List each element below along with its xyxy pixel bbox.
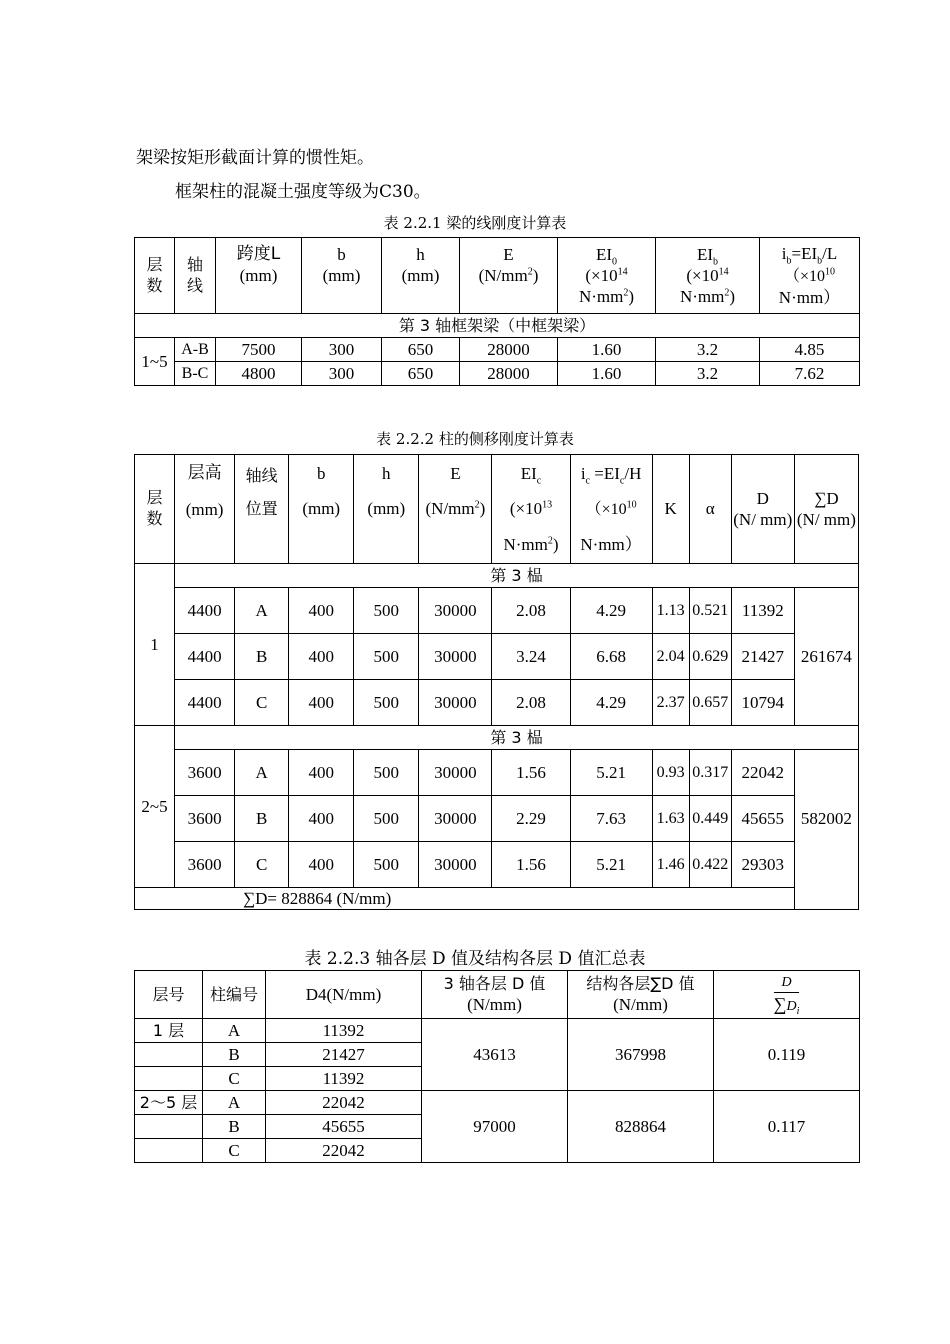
header-eic-sub: c bbox=[536, 474, 542, 486]
header-h bbox=[354, 455, 419, 564]
table-cell: A bbox=[203, 1019, 266, 1043]
table-cell: B bbox=[203, 1043, 266, 1067]
table-cell: 2.04 bbox=[652, 634, 689, 680]
table-cell: 1.46 bbox=[652, 842, 689, 888]
table1-floor-group: 1~5 bbox=[135, 338, 175, 386]
table-cell: 400 bbox=[289, 634, 354, 680]
table-cell: 400 bbox=[289, 680, 354, 726]
header-ei0-exp: 14 bbox=[617, 266, 628, 278]
header-ei0-sub: 0 bbox=[612, 256, 618, 268]
header-h-label: h bbox=[416, 244, 425, 264]
header-ib bbox=[760, 238, 860, 314]
table-cell: 500 bbox=[354, 634, 419, 680]
header-struct-d bbox=[568, 971, 714, 1019]
header-ib-eq: =EI bbox=[791, 244, 818, 264]
table-cell: 1.60 bbox=[558, 338, 656, 362]
table2-total: ∑D= 828864 (N/mm) bbox=[135, 888, 859, 910]
struct-d-value: 828864 bbox=[568, 1091, 714, 1163]
header-axis3-unit: (N/mm) bbox=[467, 994, 522, 1014]
header-ib-unit1: （×10 bbox=[783, 267, 826, 285]
table-cell: 400 bbox=[289, 796, 354, 842]
table-cell: C bbox=[235, 680, 289, 726]
table-cell: 4400 bbox=[175, 634, 235, 680]
table-cell: A bbox=[235, 588, 289, 634]
table-cell: 0.521 bbox=[689, 588, 731, 634]
table-cell: 400 bbox=[289, 750, 354, 796]
header-sumd bbox=[794, 455, 858, 564]
header-ib-exp: 10 bbox=[825, 265, 836, 277]
table-cell: 1.60 bbox=[558, 362, 656, 386]
table-cell: 6.68 bbox=[570, 634, 652, 680]
table-cell: 400 bbox=[289, 588, 354, 634]
table-cell: 22042 bbox=[731, 750, 794, 796]
table-cell: 21427 bbox=[731, 634, 794, 680]
group-floor: 1 bbox=[135, 564, 175, 726]
header-height-label: 层高 bbox=[187, 463, 222, 483]
header-eib-sub: b bbox=[713, 256, 719, 268]
beam-stiffness-table bbox=[134, 237, 860, 386]
header-axis bbox=[235, 455, 289, 564]
table-cell: 500 bbox=[354, 750, 419, 796]
table-cell: 1.56 bbox=[492, 842, 570, 888]
header-ib-unit2: N·mm） bbox=[778, 287, 841, 307]
table-cell: 3.2 bbox=[656, 362, 760, 386]
d-value-summary-table bbox=[134, 970, 860, 1163]
axis3-d-value: 43613 bbox=[422, 1019, 568, 1091]
header-column-no: 柱编号 bbox=[203, 971, 266, 1019]
table-cell: 29303 bbox=[731, 842, 794, 888]
header-e-label: E bbox=[503, 244, 514, 264]
table-cell: 3600 bbox=[175, 750, 235, 796]
table-cell: 0.657 bbox=[689, 680, 731, 726]
table-cell: B bbox=[235, 634, 289, 680]
header-h-label: h bbox=[382, 463, 391, 483]
table-cell: 5.21 bbox=[570, 842, 652, 888]
group-sum: 582002 bbox=[794, 750, 858, 910]
table-cell: A bbox=[235, 750, 289, 796]
header-ic-eq: =EI bbox=[590, 463, 620, 483]
table-cell: 2.37 bbox=[652, 680, 689, 726]
header-floor: 层数 bbox=[135, 238, 175, 314]
ratio-value: 0.119 bbox=[714, 1019, 860, 1091]
table-cell: 30000 bbox=[419, 796, 492, 842]
table-cell: 28000 bbox=[460, 338, 558, 362]
header-struct-unit: (N/mm) bbox=[613, 994, 668, 1014]
header-ei0-sq: 2 bbox=[623, 287, 629, 299]
table-cell: 2.08 bbox=[492, 588, 570, 634]
header-h-unit: (mm) bbox=[367, 499, 406, 519]
table2-caption: 表 2.2.2 柱的侧移刚度计算表 bbox=[376, 430, 574, 448]
group-section: 第 3 榀 bbox=[175, 564, 859, 588]
header-alpha: α bbox=[689, 455, 731, 564]
table-cell: 500 bbox=[354, 842, 419, 888]
header-ic-sub: c bbox=[585, 474, 590, 486]
table-cell: 400 bbox=[289, 842, 354, 888]
ratio-value: 0.117 bbox=[714, 1091, 860, 1163]
header-b-unit: (mm) bbox=[322, 265, 361, 285]
table-cell: A-B bbox=[175, 338, 216, 362]
header-ib-sub: b bbox=[786, 255, 792, 267]
header-eic-close: ) bbox=[552, 534, 559, 554]
table-cell: 45655 bbox=[731, 796, 794, 842]
header-eic-sq: 2 bbox=[547, 535, 553, 547]
table-cell: 7500 bbox=[216, 338, 302, 362]
table-cell: 22042 bbox=[266, 1139, 422, 1163]
struct-d-value: 367998 bbox=[568, 1019, 714, 1091]
header-eic-unit1: (×10 bbox=[509, 499, 543, 519]
floor-label: 2～5 层 bbox=[135, 1091, 203, 1115]
table-cell: 1.63 bbox=[652, 796, 689, 842]
header-ib-label: i bbox=[781, 244, 787, 264]
header-b-unit: (mm) bbox=[302, 499, 341, 519]
table-cell: 5.21 bbox=[570, 750, 652, 796]
table-cell: 0.629 bbox=[689, 634, 731, 680]
table-cell: 28000 bbox=[460, 362, 558, 386]
header-eic-unit2: N·mm bbox=[503, 534, 548, 554]
header-eib-close: ) bbox=[729, 287, 736, 307]
table-cell: 0.449 bbox=[689, 796, 731, 842]
sigma-icon: ∑ bbox=[773, 993, 787, 1014]
table-cell: B bbox=[235, 796, 289, 842]
header-ic-sub2: c bbox=[619, 474, 625, 486]
header-e-close: ) bbox=[479, 499, 486, 519]
table-cell: 2.08 bbox=[492, 680, 570, 726]
paragraph-2: 框架柱的混凝土强度等级为C30。 bbox=[175, 182, 431, 202]
header-eib-label: EI bbox=[696, 244, 714, 264]
header-height-unit: (mm) bbox=[185, 499, 224, 519]
ratio-den-d: D bbox=[786, 998, 797, 1014]
axis3-d-value: 97000 bbox=[422, 1091, 568, 1163]
header-k: K bbox=[652, 455, 689, 564]
header-sumd-label: ∑D bbox=[814, 488, 839, 508]
header-d-unit: (N/ mm) bbox=[733, 510, 793, 530]
header-ib-l: /L bbox=[822, 244, 838, 264]
table-cell: 3.2 bbox=[656, 338, 760, 362]
floor-label: 1 层 bbox=[135, 1019, 203, 1043]
table-cell: 2.29 bbox=[492, 796, 570, 842]
header-d4: D4(N/mm) bbox=[266, 971, 422, 1019]
ratio-denominator bbox=[774, 993, 800, 1016]
header-eib-unit2: N·mm bbox=[679, 287, 725, 307]
header-struct-label: 结构各层∑D 值 bbox=[586, 974, 695, 994]
header-d-label: D bbox=[756, 488, 769, 508]
table-cell: 4800 bbox=[216, 362, 302, 386]
header-eib-sq: 2 bbox=[724, 287, 730, 299]
header-axis: 轴线 bbox=[175, 238, 216, 314]
table-cell: 0.93 bbox=[652, 750, 689, 796]
header-sumd-unit: (N/ mm) bbox=[796, 510, 856, 530]
table-cell: 3.24 bbox=[492, 634, 570, 680]
table-cell: A bbox=[203, 1091, 266, 1115]
empty-cell bbox=[135, 1043, 203, 1067]
table-cell: 7.62 bbox=[760, 362, 860, 386]
header-d bbox=[731, 455, 794, 564]
header-eic-label: EI bbox=[520, 463, 537, 483]
column-stiffness-table bbox=[134, 454, 859, 910]
table1-section: 第 3 轴框架梁（中框架梁） bbox=[135, 314, 860, 338]
table-cell: B-C bbox=[175, 362, 216, 386]
table-cell: 650 bbox=[382, 338, 460, 362]
header-e-close: ) bbox=[532, 265, 539, 285]
table-cell: 11392 bbox=[266, 1067, 422, 1091]
header-e bbox=[460, 238, 558, 314]
empty-cell bbox=[135, 1115, 203, 1139]
table-cell: 21427 bbox=[266, 1043, 422, 1067]
table-cell: 30000 bbox=[419, 588, 492, 634]
ratio-fraction bbox=[774, 974, 800, 1015]
header-height bbox=[175, 455, 235, 564]
header-eib-exp: 14 bbox=[718, 266, 729, 278]
table3-caption: 表 2.2.3 轴各层 D 值及结构各层 D 值汇总表 bbox=[304, 949, 646, 969]
header-eic-exp: 13 bbox=[542, 499, 553, 511]
header-span-label: 跨度L bbox=[236, 244, 281, 265]
header-e-unit: (N/mm bbox=[478, 265, 528, 285]
header-ic-h: /H bbox=[624, 463, 642, 483]
table-cell: 4.29 bbox=[570, 680, 652, 726]
header-axis3-label: 3 轴各层 D 值 bbox=[443, 974, 546, 994]
table-cell: 11392 bbox=[731, 588, 794, 634]
header-e bbox=[419, 455, 492, 564]
header-axis-label2: 位置 bbox=[245, 499, 278, 519]
table-cell: 1.13 bbox=[652, 588, 689, 634]
group-section: 第 3 榀 bbox=[175, 726, 859, 750]
table-cell: 4.85 bbox=[760, 338, 860, 362]
header-eib-unit1: (×10 bbox=[686, 265, 719, 285]
header-ib-sub2: b bbox=[817, 255, 823, 267]
table-cell: 30000 bbox=[419, 634, 492, 680]
table-cell: 4400 bbox=[175, 680, 235, 726]
table-cell: 4.29 bbox=[570, 588, 652, 634]
empty-cell bbox=[135, 1139, 203, 1163]
header-eib bbox=[656, 238, 760, 314]
table-cell: 11392 bbox=[266, 1019, 422, 1043]
table-cell: 300 bbox=[302, 362, 382, 386]
header-b-label: b bbox=[316, 463, 326, 483]
group-floor: 2~5 bbox=[135, 726, 175, 888]
header-ic-label: i bbox=[580, 463, 586, 483]
group-sum: 261674 bbox=[794, 588, 858, 726]
header-axis-label: 轴线 bbox=[245, 465, 278, 485]
table-cell: 500 bbox=[354, 796, 419, 842]
table-cell: C bbox=[235, 842, 289, 888]
header-axis3-d bbox=[422, 971, 568, 1019]
header-ei0-unit1: (×10 bbox=[585, 265, 618, 285]
table-cell: 4400 bbox=[175, 588, 235, 634]
table-cell: 30000 bbox=[419, 842, 492, 888]
table-cell: 650 bbox=[382, 362, 460, 386]
header-h bbox=[382, 238, 460, 314]
header-ei0 bbox=[558, 238, 656, 314]
table-cell: 45655 bbox=[266, 1115, 422, 1139]
paragraph-1: 架梁按矩形截面计算的惯性矩。 bbox=[136, 148, 374, 168]
header-eic bbox=[492, 455, 570, 564]
table1-caption: 表 2.2.1 梁的线刚度计算表 bbox=[383, 214, 567, 232]
table-cell: 3600 bbox=[175, 796, 235, 842]
header-b bbox=[302, 238, 382, 314]
header-span-unit: (mm) bbox=[239, 266, 278, 286]
table-cell: 10794 bbox=[731, 680, 794, 726]
table-cell: 0.422 bbox=[689, 842, 731, 888]
table-cell: 3600 bbox=[175, 842, 235, 888]
header-e-label: E bbox=[450, 463, 461, 483]
header-b-label: b bbox=[337, 244, 346, 264]
table-cell: 30000 bbox=[419, 750, 492, 796]
header-ic-unit1: （×10 bbox=[585, 501, 627, 519]
table-cell: 500 bbox=[354, 588, 419, 634]
table-cell: 1.56 bbox=[492, 750, 570, 796]
header-ei0-unit2: N·mm bbox=[578, 287, 624, 307]
header-e-sup: 2 bbox=[474, 499, 480, 511]
header-floor: 层数 bbox=[135, 455, 175, 564]
table-cell: 30000 bbox=[419, 680, 492, 726]
header-ei0-close: ) bbox=[628, 287, 635, 307]
empty-cell bbox=[135, 1067, 203, 1091]
ratio-den-sub: i bbox=[796, 1005, 800, 1017]
table-cell: 300 bbox=[302, 338, 382, 362]
header-h-unit: (mm) bbox=[401, 265, 440, 285]
table-cell: 0.317 bbox=[689, 750, 731, 796]
header-floor-no: 层号 bbox=[135, 971, 203, 1019]
table-cell: 500 bbox=[354, 680, 419, 726]
ratio-numerator: D bbox=[774, 974, 800, 993]
header-ic-unit2: N·mm） bbox=[580, 534, 642, 554]
header-ic bbox=[570, 455, 652, 564]
table-cell: B bbox=[203, 1115, 266, 1139]
header-ic-exp: 10 bbox=[626, 499, 637, 511]
table-cell: 22042 bbox=[266, 1091, 422, 1115]
header-e-unit: (N/mm bbox=[425, 499, 475, 519]
header-b bbox=[289, 455, 354, 564]
table-cell: 7.63 bbox=[570, 796, 652, 842]
table-cell: C bbox=[203, 1139, 266, 1163]
header-ratio bbox=[714, 971, 860, 1019]
header-span bbox=[216, 238, 302, 314]
header-e-sup: 2 bbox=[527, 266, 533, 278]
header-ei0-label: EI bbox=[595, 244, 613, 264]
table-cell: C bbox=[203, 1067, 266, 1091]
